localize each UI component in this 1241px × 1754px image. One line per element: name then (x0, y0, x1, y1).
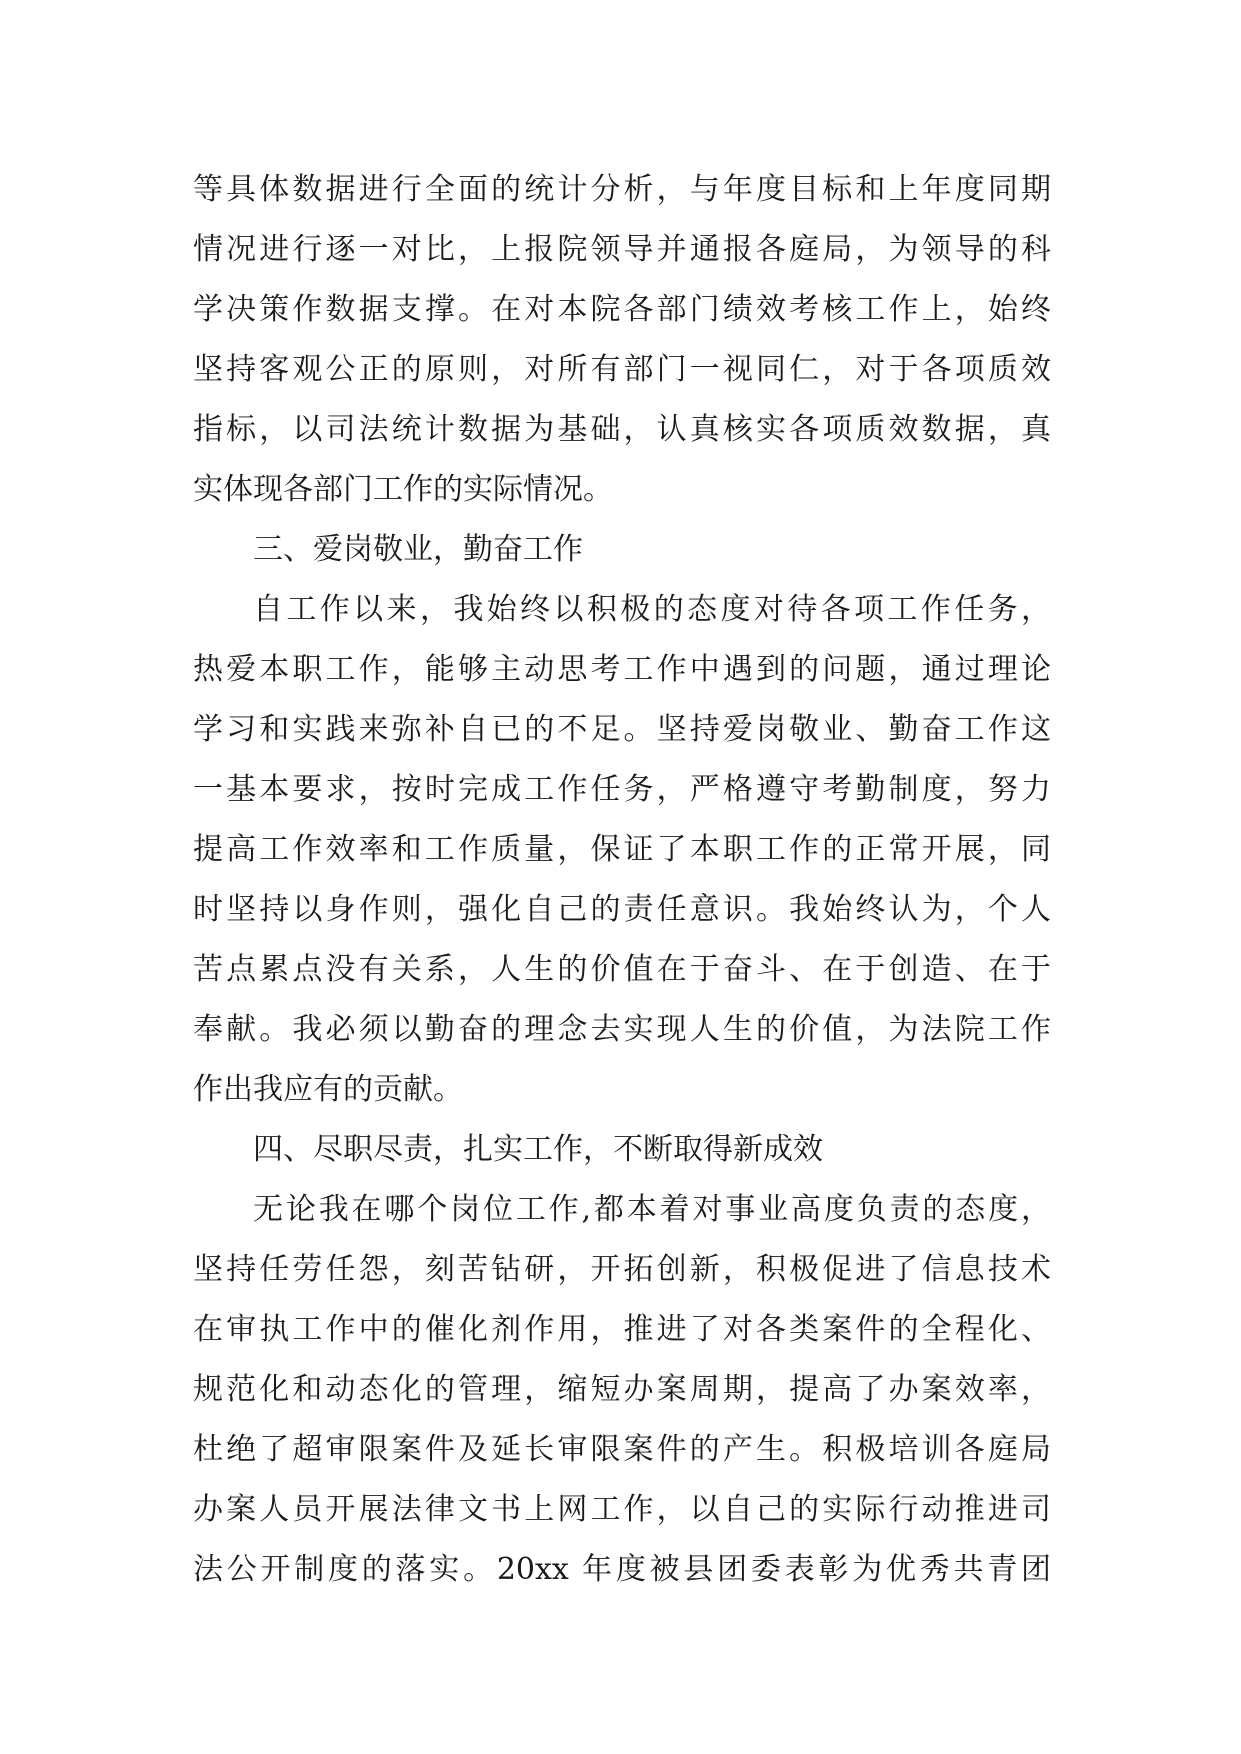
paragraph-line: 学习和实践来弥补自已的不足。坚持爱岗敬业、勤奋工作这 (193, 712, 1051, 747)
paragraph-line: 坚持客观公正的原则，对所有部门一视同仁，对于各项质效 (193, 352, 1051, 387)
paragraph-line: 实体现各部门工作的实际情况。 (193, 472, 613, 507)
paragraph-line: 作出我应有的贡献。 (193, 1072, 463, 1107)
paragraph-line: 奉献。我必须以勤奋的理念去实现人生的价值，为法院工作 (193, 1012, 1051, 1047)
paragraph-line: 指标，以司法统计数据为基础，认真核实各项质效数据，真 (193, 412, 1051, 447)
paragraph-line: 时坚持以身作则，强化自己的责任意识。我始终认为，个人 (193, 892, 1051, 927)
paragraph-line: 坚持任劳任怨，刻苦钻研，开拓创新，积极促进了信息技术 (193, 1252, 1051, 1287)
paragraph-line: 热爱本职工作，能够主动思考工作中遇到的问题，通过理论 (193, 652, 1051, 687)
paragraph-line: 情况进行逐一对比，上报院领导并通报各庭局，为领导的科 (193, 232, 1051, 267)
paragraph-line: 提高工作效率和工作质量，保证了本职工作的正常开展，同 (193, 832, 1051, 867)
section-heading: 三、爱岗敬业，勤奋工作 (253, 532, 583, 567)
paragraph-line: 一基本要求，按时完成工作任务，严格遵守考勤制度，努力 (193, 772, 1051, 807)
paragraph-line: 规范化和动态化的管理，缩短办案周期，提高了办案效率， (193, 1372, 1051, 1407)
paragraph-line: 法公开制度的落实。20xx 年度被县团委表彰为优秀共青团 (193, 1552, 1051, 1587)
paragraph-line: 无论我在哪个岗位工作,都本着对事业高度负责的态度， (253, 1192, 1051, 1227)
paragraph-line: 等具体数据进行全面的统计分析，与年度目标和上年度同期 (193, 172, 1051, 207)
paragraph-line: 杜绝了超审限案件及延长审限案件的产生。积极培训各庭局 (193, 1432, 1051, 1467)
paragraph-line: 苦点累点没有关系，人生的价值在于奋斗、在于创造、在于 (193, 952, 1051, 987)
section-heading: 四、尽职尽责，扎实工作，不断取得新成效 (253, 1132, 823, 1167)
paragraph-line: 自工作以来，我始终以积极的态度对待各项工作任务， (253, 592, 1051, 627)
paragraph-line: 办案人员开展法律文书上网工作，以自己的实际行动推进司 (193, 1492, 1051, 1527)
paragraph-line: 在审执工作中的催化剂作用，推进了对各类案件的全程化、 (193, 1312, 1051, 1347)
paragraph-line: 学决策作数据支撑。在对本院各部门绩效考核工作上，始终 (193, 292, 1051, 327)
